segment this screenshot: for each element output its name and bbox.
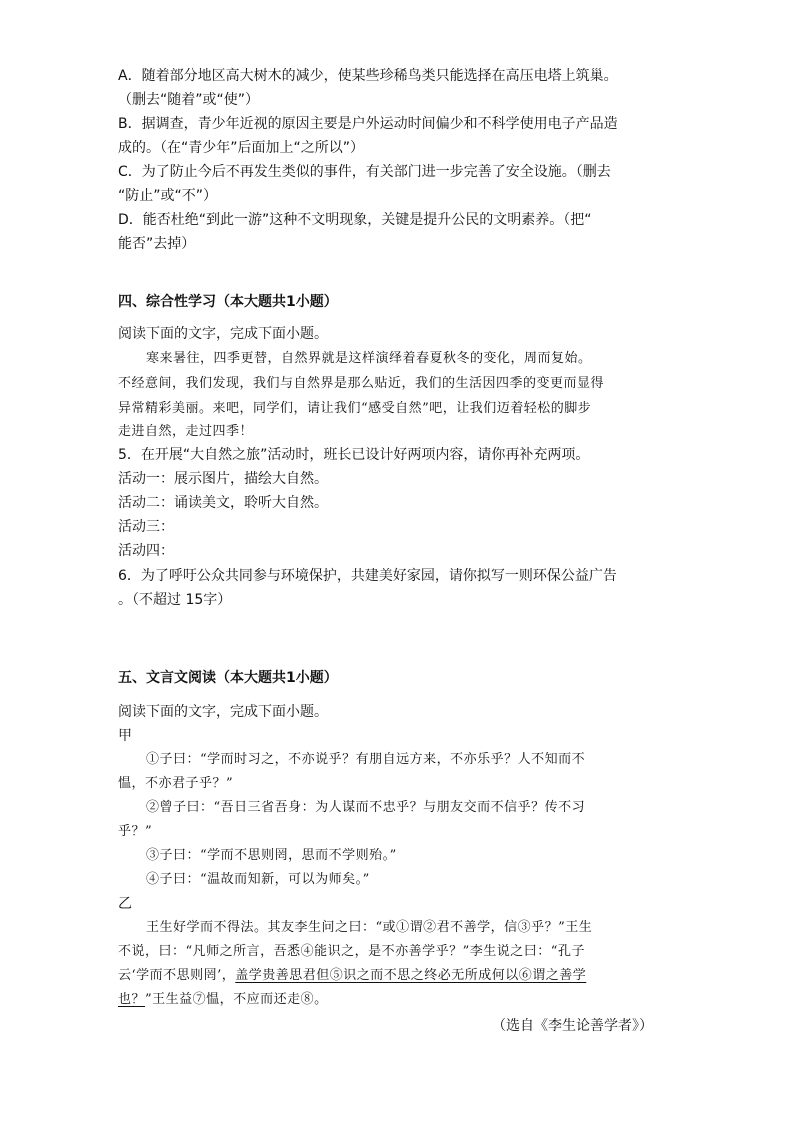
option-b-line2: 成的。（在“青少年”后面加上“之所以”） <box>118 140 365 156</box>
section4-heading: 四、综合性学习（本大题共1小题） <box>118 294 338 310</box>
yi-line <box>118 988 328 1012</box>
source-citation: （选自《李生论善学者》） <box>492 1018 653 1034</box>
underlined-sentence-end: 也？ <box>118 992 146 1007</box>
jia-line: ②曾子曰：“吾日三省吾身：为人谋而不忠乎？与朋友交而不信乎？传不习 <box>146 800 586 815</box>
jia-line: ①子曰：“学而时习之，不亦说乎？有朋自远方来，不亦乐乎？人不知而不 <box>146 752 586 767</box>
passage-line: 不经意间，我们发现，我们与自然界是那么贴近，我们的生活因四季的变更而显得 <box>118 376 605 391</box>
section5-instruction: 阅读下面的文字，完成下面小题。 <box>118 704 328 720</box>
jia-line: 愠，不亦君子乎？” <box>118 776 234 791</box>
activity-4: 活动四： <box>118 543 174 559</box>
jia-line: ④子曰：“温故而知新，可以为师矣。” <box>146 872 370 887</box>
yi-line-text: 云‘学而不思则罔’， <box>118 968 236 983</box>
jia-label: 甲 <box>118 728 132 744</box>
option-b-line1: B．据调查，青少年近视的原因主要是户外运动时间偏少和不科学使用电子产品造 <box>118 116 618 132</box>
option-a-line2: （删去“随着”或“使”） <box>118 92 260 108</box>
jia-line: 乎？” <box>118 824 153 839</box>
passage-line: 走进自然，走过四季！ <box>118 424 254 439</box>
question-6-line1: 6．为了呼吁公众共同参与环境保护，共建美好家园，请你拟写一则环保公益广告 <box>118 568 617 584</box>
option-a-line1: A．随着部分地区高大树木的减少，使某些珍稀鸟类只能选择在高压电塔上筑巢。 <box>118 68 618 84</box>
activity-2: 活动二：诵读美文，聆听大自然。 <box>118 495 328 511</box>
jia-line: ③子曰：“学而不思则罔，思而不学则殆。” <box>146 848 397 863</box>
underlined-sentence: 盖学贵善思君但⑤识之而不思之终必无所成何以⑥谓之善学 <box>235 968 587 983</box>
yi-line <box>118 964 586 988</box>
section4-instruction: 阅读下面的文字，完成下面小题。 <box>118 326 328 342</box>
question-6-line2: 。（不超过 15字） <box>118 592 232 608</box>
activity-1: 活动一：展示图片，描绘大自然。 <box>118 471 328 487</box>
yi-line: 王生好学而不得法。其友李生问之曰：“或①谓②君不善学，信③乎？”王生 <box>146 920 593 935</box>
section5-heading: 五、文言文阅读（本大题共1小题） <box>118 670 338 686</box>
activity-3: 活动三： <box>118 519 174 535</box>
option-d-line1: D．能否杜绝“到此一游”这种不文明现象，关键是提升公民的文明素养。（把“ <box>118 212 592 228</box>
passage-line: 寒来暑往，四季更替，自然界就是这样演绎着春夏秋冬的变化，周而复始。 <box>146 351 592 366</box>
option-c-line1: C．为了防止今后不再发生类似的事件，有关部门进一步完善了安全设施。（删去 <box>118 164 611 180</box>
yi-line-text: ”王生益⑦愠，不应而还走⑧。 <box>145 992 328 1007</box>
question-5: 5．在开展“大自然之旅”活动时，班长已设计好两项内容，请你再补充两项。 <box>118 447 590 463</box>
option-d-line2: 能否”去掉） <box>118 236 196 252</box>
yi-label: 乙 <box>118 896 132 912</box>
passage-line: 异常精彩美丽。来吧，同学们，请让我们“感受自然”吧，让我们迈着轻松的脚步 <box>118 401 592 416</box>
yi-line: 不说，曰：“凡师之所言，吾悉④能识之，是不亦善学乎？”李生说之曰：“孔子 <box>118 944 585 959</box>
option-c-line2: “防止”或“不”） <box>118 188 218 204</box>
